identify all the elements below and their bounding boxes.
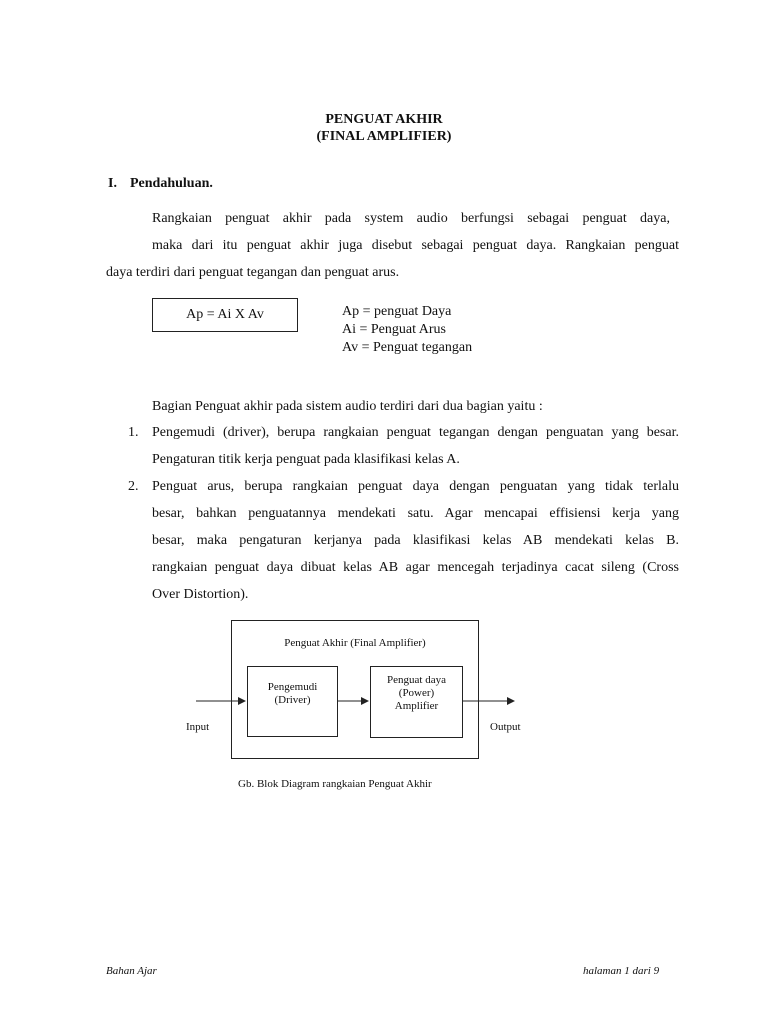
list-1-line-2: Pengaturan titik kerja penguat pada klasifikasi kelas A. <box>152 452 460 467</box>
formula-text: Ap = Ai X Av <box>186 307 264 322</box>
list-2-line-3: besar, maka pengaturan kerjanya pada klasifikasi kelas AB mendekati kelas B. <box>152 533 679 548</box>
document-subtitle: (FINAL AMPLIFIER) <box>316 129 452 144</box>
legend-av: Av = Penguat tegangan <box>342 340 473 355</box>
power-block-line-3: Amplifier <box>394 700 439 712</box>
diagram-outer-label: Penguat Akhir (Final Amplifier) <box>284 637 426 649</box>
intro-line-1: Rangkaian penguat akhir pada system audio berfungsi sebagai penguat daya, <box>152 211 670 226</box>
intro-line-3: daya terdiri dari penguat tegangan dan penguat arus. <box>106 265 400 280</box>
legend-ap: Ap = penguat Daya <box>342 304 452 319</box>
footer-page-number: halaman 1 dari 9 <box>583 965 660 977</box>
footer-left: Bahan Ajar <box>106 965 157 977</box>
document-title: PENGUAT AKHIR <box>325 112 443 127</box>
list-number-2: 2. <box>128 479 139 494</box>
power-block-line-2: (Power) <box>398 687 435 699</box>
intro-line-2: maka dari itu penguat akhir juga disebut sebagai penguat daya. Rangkaian penguat <box>152 238 679 253</box>
list-2-line-5: Over Distortion). <box>152 587 249 602</box>
section-title: Pendahuluan. <box>130 176 213 191</box>
list-1-line-1: Pengemudi (driver), berupa rangkaian penguat tegangan dengan penguatan yang besar. <box>152 425 679 440</box>
input-label: Input <box>186 721 210 733</box>
list-2-line-2: besar, bahkan penguatannya mendekati satu. Agar mencapai effisiensi kerja yang <box>152 506 679 521</box>
driver-block-line-1: Pengemudi <box>267 681 318 693</box>
legend-ai: Ai = Penguat Arus <box>342 322 446 337</box>
output-label: Output <box>490 721 521 733</box>
driver-block-line-2: (Driver) <box>274 694 311 706</box>
diagram-caption: Gb. Blok Diagram rangkaian Penguat Akhir <box>238 778 432 790</box>
section-number: I. <box>108 176 117 191</box>
power-block-line-1: Penguat daya <box>387 674 446 686</box>
list-2-line-4: rangkaian penguat daya dibuat kelas AB agar mencegah terjadinya cacat sileng (Cross <box>152 560 679 575</box>
list-number-1: 1. <box>128 425 139 440</box>
list-2-line-1: Penguat arus, berupa rangkaian penguat daya dengan penguatan yang tidak terlalu <box>152 479 679 494</box>
parts-intro: Bagian Penguat akhir pada sistem audio terdiri dari dua bagian yaitu : <box>152 399 543 414</box>
